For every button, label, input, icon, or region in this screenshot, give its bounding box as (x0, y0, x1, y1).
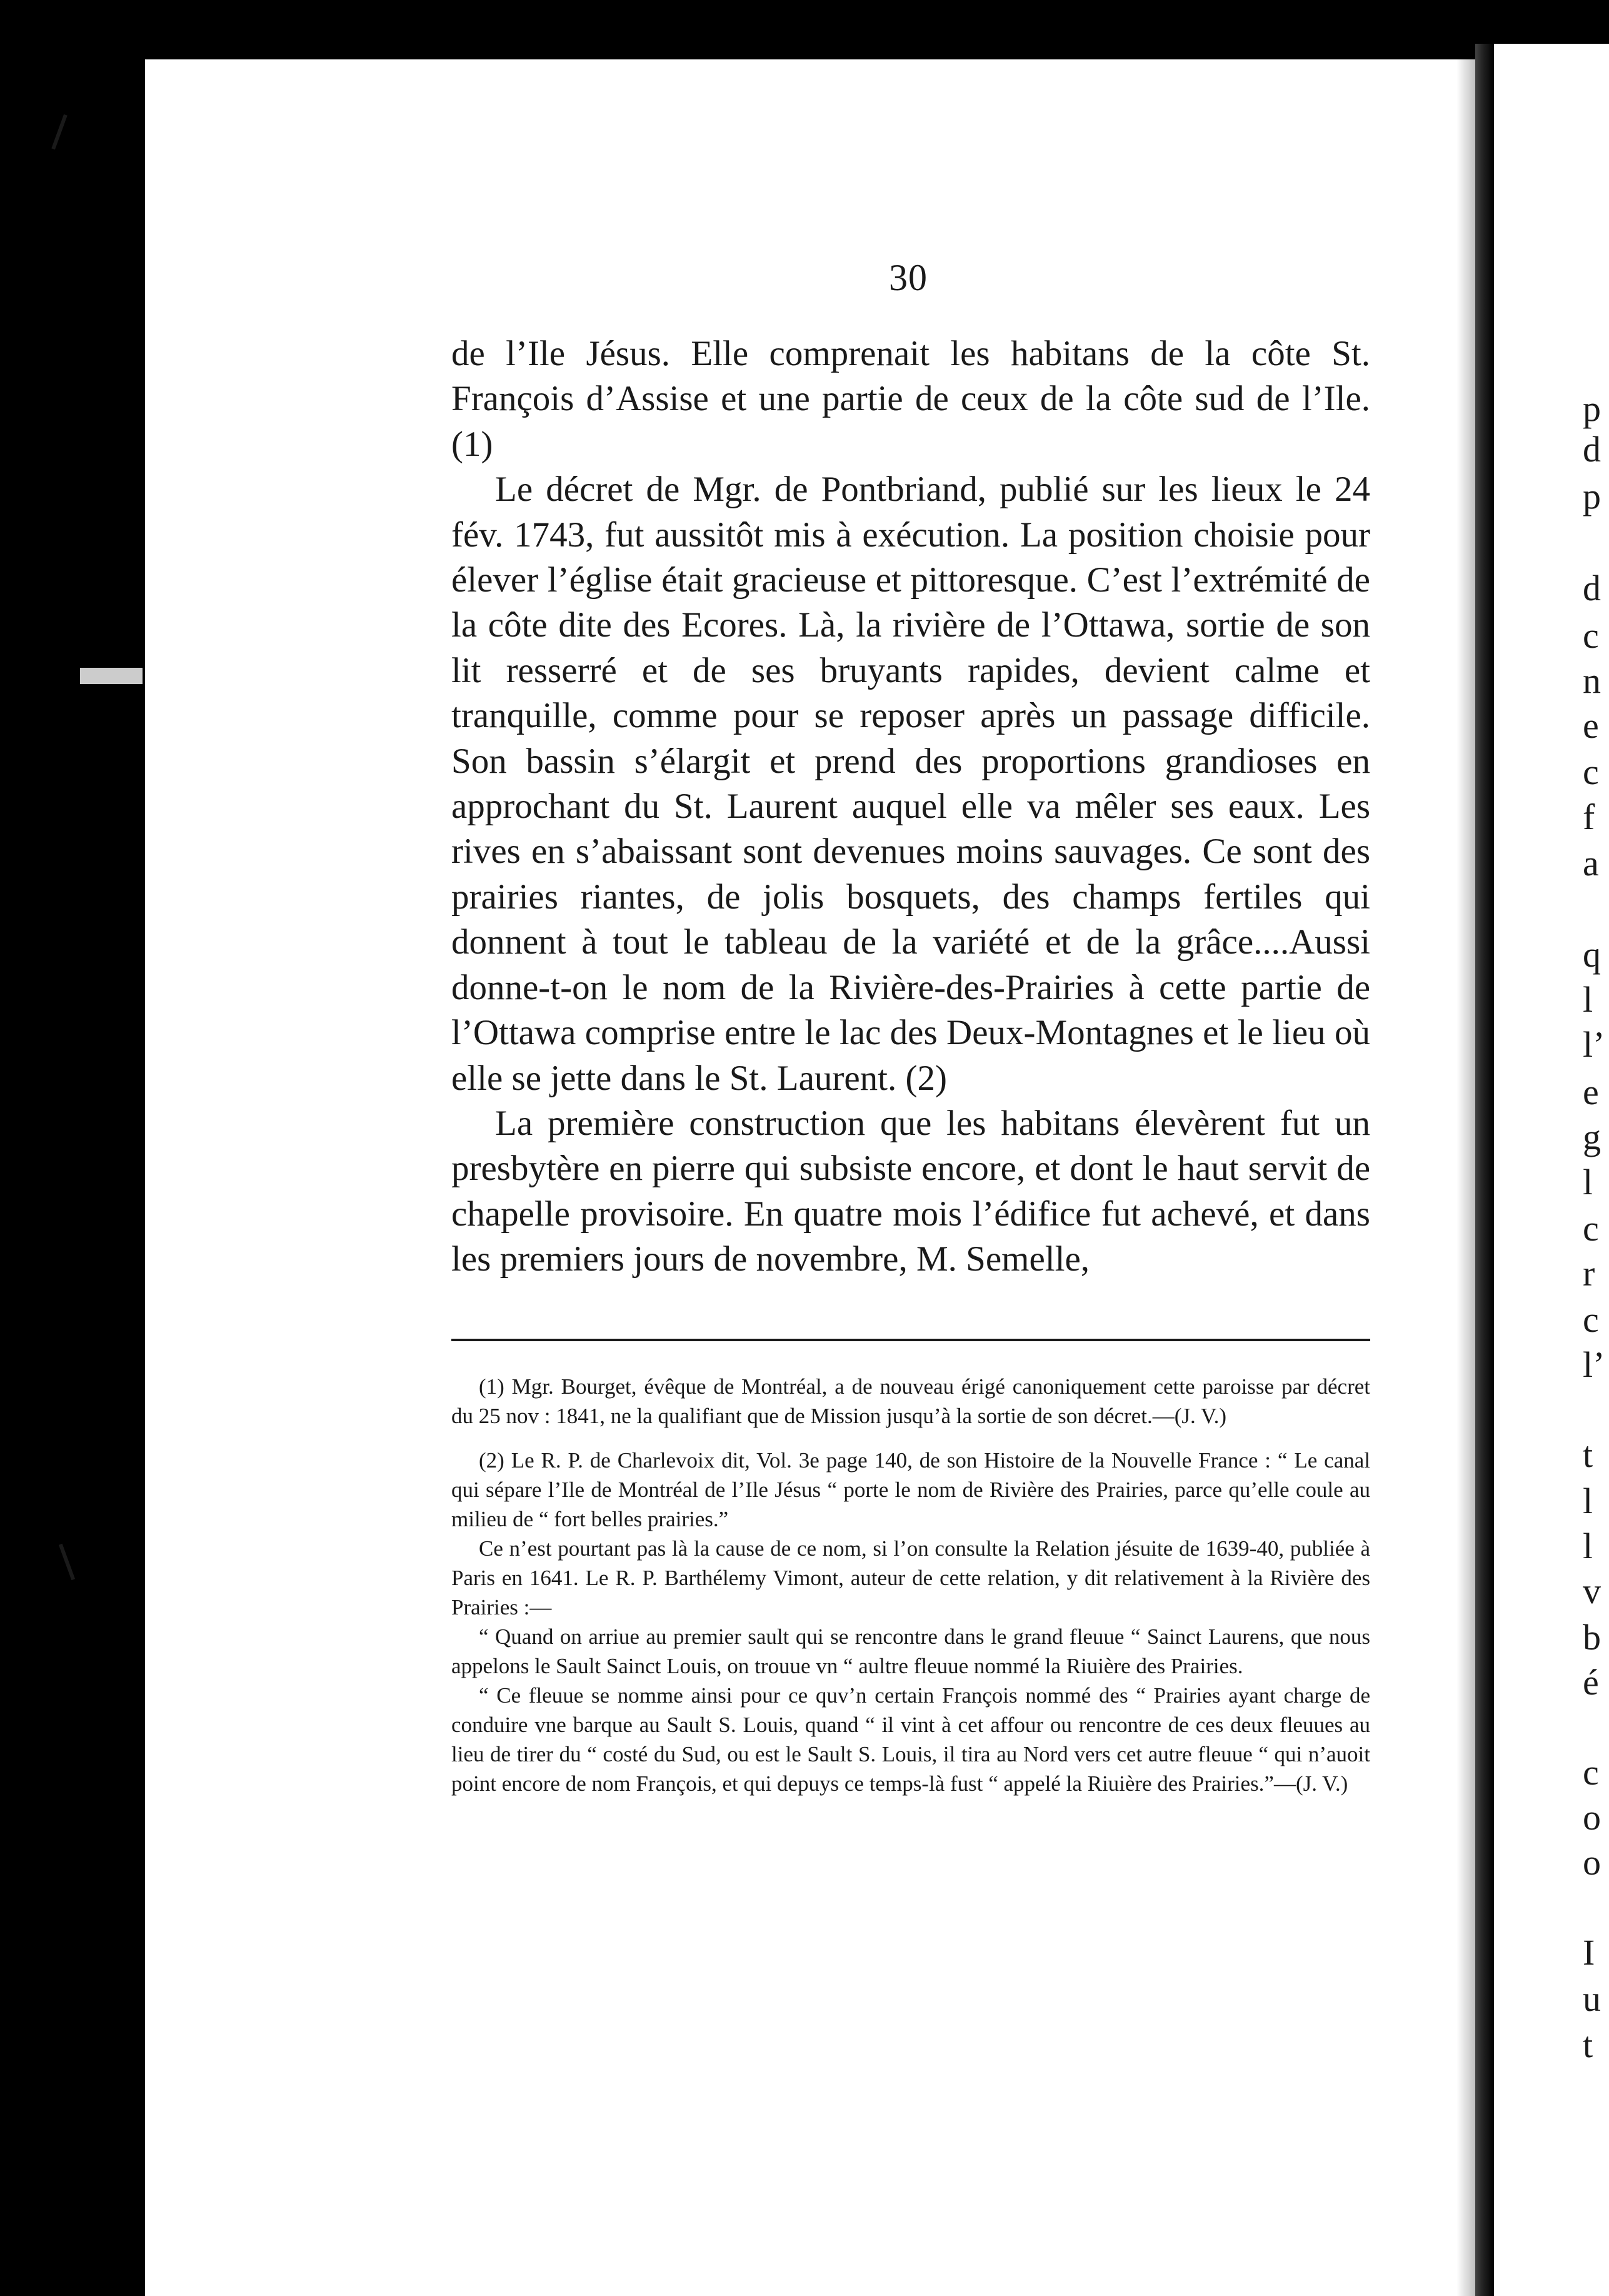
adjacent-page-fragment: I (1583, 1932, 1595, 1973)
adjacent-page-fragment: l (1583, 1526, 1593, 1566)
footnote: (2) Le R. P. de Charlevoix dit, Vol. 3e page 140, de son Histoire de la Nouvelle France : “ Le canal qui sépare l’Ile de Montréal de l’Ile Jésus “ porte le nom de Rivière des Prairies, parce qu’elle coule au milieu de “ fort belles prairies.” (451, 1448, 1370, 1531)
page-edge (1475, 44, 1494, 2296)
adjacent-page-fragment: t (1583, 1434, 1593, 1475)
body-text (451, 331, 1370, 1282)
adjacent-page-fragment: n (1583, 660, 1601, 701)
adjacent-page-fragment: o (1583, 1842, 1601, 1883)
body-paragraph: Le décret de Mgr. de Pontbriand, publié sur les lieux le 24 fév. 1743, fut aussitôt mis à exécution. La position choisie pour élever l’église était gracieuse et pittoresque. C’est l’extrémité de la côte dite des Ecores. Là, la rivière de l’Ottawa, sortie de son lit resserré et de ses bruyants rapides, devient calme et tranquille, comme pour se reposer après un passage difficile. Son bassin s’élargit et prend des proportions grandioses en approchant du St. Laurent auquel elle va mêler ses eaux. Les rives en s’abaissant sont devenues moins sauvages. Ce sont des prairies riantes, de jolis bosquets, des champs fertiles qui donnent à tout le tableau de la variété et de la grâce....Aussi donne-t-on le nom de la Rivière-des-Prairies à cette partie de l’Ottawa comprise entre le lac des Deux-Montagnes et le lieu où elle se jette dans le St. Laurent. (2) (451, 470, 1370, 1098)
body-paragraph: de l’Ile Jésus. Elle comprenait les habitans de la côte St. François d’Assise et une partie de ceux de la côte sud de l’Ile. (1) (451, 334, 1370, 464)
adjacent-page-fragment: c (1583, 752, 1599, 792)
footnote-quotation: “ Quand on arriue au premier sault qui se rencontre dans le grand fleuue “ Sainct Laurens, que nous appelons le Sault Sainct Louis, on trouue vn “ aultre fleuue nommé la Riuière des Prairies. (451, 1624, 1370, 1678)
adjacent-page-fragment: c (1583, 1752, 1599, 1793)
adjacent-page-fragment: l (1583, 1481, 1593, 1521)
adjacent-page-fragment: d (1583, 568, 1601, 608)
adjacent-page-fragment: p (1583, 388, 1601, 429)
footnotes (451, 1372, 1370, 1798)
page-number: 30 (889, 257, 928, 298)
adjacent-page-fragment: v (1583, 1571, 1601, 1611)
footnote: (1) Mgr. Bourget, évêque de Montréal, a de nouveau érigé canoniquement cette paroisse par décret du 25 nov : 1841, ne la qualifiant que de Mission jusqu’à la sortie de son décret.—(J. V.) (451, 1374, 1370, 1428)
adjacent-page-fragment: e (1583, 1072, 1599, 1112)
adjacent-page-fragment: e (1583, 705, 1599, 746)
footnote-quotation: “ Ce fleuue se nomme ainsi pour ce quv’n certain François nommé des “ Prairies ayant charge de conduire vne barque au Sault S. Louis, quand “ il vint à cet affour ou rencontre de ces deux fleuues au lieu de tirer du “ costé du Sud, ou est le Sault S. Louis, il tira au Nord vers cet autre fleuue “ qui n’auoit point encore de nom François, et qui depuys ce temps-là fust “ appelé la Riuière des Prairies.”—(J. V.) (451, 1683, 1370, 1796)
scan-artifact (80, 668, 143, 684)
adjacent-page-fragment: d (1583, 429, 1601, 470)
spine-shadow (1456, 59, 1475, 2296)
adjacent-page-fragment: l (1583, 979, 1593, 1020)
adjacent-page-fragment: t (1583, 2025, 1593, 2065)
adjacent-page-fragment: a (1583, 843, 1599, 884)
adjacent-page-fragment: p (1583, 476, 1601, 516)
adjacent-page-fragment: l (1583, 1162, 1593, 1202)
adjacent-page-fragment: u (1583, 1978, 1601, 2019)
adjacent-page-fragment: l’ (1583, 1024, 1605, 1065)
adjacent-page-fragment: o (1583, 1797, 1601, 1838)
adjacent-page-fragment: c (1583, 1208, 1599, 1249)
adjacent-page-fragment: q (1583, 934, 1601, 975)
footnote-rule (451, 1339, 1370, 1341)
adjacent-page-fragment: f (1583, 797, 1595, 837)
adjacent-page-edge (1494, 44, 1609, 2296)
adjacent-page-fragment: b (1583, 1617, 1601, 1658)
footnote-continuation: Ce n’est pourtant pas là la cause de ce nom, si l’on consulte la Relation jésuite de 1639-40, publiée à Paris en 1641. Le R. P. Barthélemy Vimont, auteur de cette relation, y dit relativement à la Rivière des Prairies :— (451, 1536, 1370, 1619)
adjacent-page-fragment: r (1583, 1253, 1595, 1294)
adjacent-page-fragment: g (1583, 1117, 1601, 1157)
body-paragraph: La première construction que les habitans élevèrent fut un presbytère en pierre qui subsiste encore, et dont le haut servit de chapelle provisoire. En quatre mois l’édifice fut achevé, et dans les premiers jours de novembre, M. Semelle, (451, 1103, 1370, 1279)
adjacent-page-fragment: c (1583, 1299, 1599, 1340)
adjacent-page-fragment: c (1583, 615, 1599, 656)
adjacent-page-fragment: é (1583, 1662, 1599, 1703)
adjacent-page-fragment: l’ (1583, 1344, 1605, 1385)
